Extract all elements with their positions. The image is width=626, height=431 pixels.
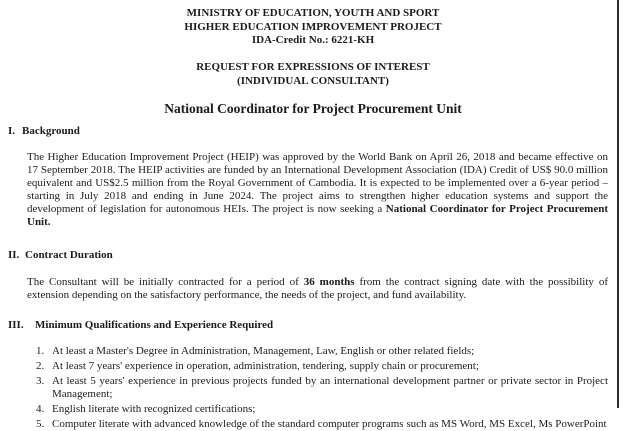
list-item [36, 375, 608, 401]
section-heading-contract-duration [8, 249, 608, 262]
list-item-text: English literate with recognized certifications; [52, 403, 256, 415]
list-item-text: At least 5 years' experience in previous projects funded by an international development partner or private sector in Project Management; [52, 375, 608, 400]
section-heading-text: Minimum Qualifications and Experience Required [35, 319, 274, 331]
list-item-number: 3. [36, 375, 45, 387]
list-item-text: Computer literate with advanced knowledge of the standard computer programs such as MS Word, MS Excel, Ms PowerPoint [52, 418, 607, 430]
section-heading-text: Background [22, 125, 80, 137]
section-number: III. [8, 319, 24, 331]
list-item-text: At least 7 years' experience in operation, administration, tendering, supply chain or procurement; [52, 360, 479, 372]
list-item-number: 1. [36, 345, 45, 357]
list-item [36, 360, 608, 373]
section-heading-qualifications [8, 319, 608, 332]
section-number: II. [8, 249, 20, 261]
header-project: HIGHER EDUCATION IMPROVEMENT PROJECT [184, 20, 442, 33]
contract-paragraph-part2: from the contract signing date with the possibility of extension depending on the satisfactory performance, the needs of the project, and fund availability. [27, 276, 609, 301]
header-request-line1: REQUEST FOR EXPRESSIONS OF INTEREST [196, 61, 430, 73]
section-heading-background [8, 125, 608, 138]
section-heading-text: Contract Duration [25, 249, 113, 261]
list-item-number: 5. [36, 418, 45, 430]
document-header [0, 0, 626, 88]
list-item-number: 4. [36, 403, 45, 415]
list-item-number: 2. [36, 360, 45, 372]
background-paragraph-text: The Higher Education Improvement Project (HEIP) was approved by the World Bank on April 26, 2018 and became effective on 17 September 2018. The HEIP activities are funded by an International Development Association (IDA) Credit of US$ 90.0 million equivalent and US$2.5 million from the Royal Government of Cambodia. It is expected to be implemented over a 6-year period – starting in July 2018 and ending in June 2024. The project aims to strengthen higher education systems and support the development of legislation for autonomous HEIs. The project is now seeking a [27, 151, 608, 215]
header-spacer [0, 48, 626, 62]
contract-paragraph-bold: 36 months [303, 276, 355, 288]
header-request-line2: (INDIVIDUAL CONSULTANT) [237, 74, 389, 87]
list-item [36, 418, 608, 431]
background-paragraph-bold: National Coordinator for Project Procurement Unit. [27, 203, 608, 228]
header-ministry: MINISTRY OF EDUCATION, YOUTH AND SPORT [186, 7, 440, 19]
contract-paragraph-part1: The Consultant will be initially contracted for a period of [27, 276, 304, 288]
header-credit-no: IDA-Credit No.: 6221-KH [251, 34, 375, 46]
list-item [36, 403, 608, 416]
qualifications-list [36, 345, 608, 431]
position-title: National Coordinator for Project Procurement Unit [164, 101, 462, 116]
page-edge-line [617, 0, 619, 408]
section-number: I. [8, 125, 16, 137]
list-item [36, 345, 608, 358]
list-item-text: At least a Master's Degree in Administration, Management, Law, English or other related fields; [52, 345, 475, 357]
contract-duration-paragraph [27, 276, 608, 302]
background-paragraph [27, 151, 608, 229]
